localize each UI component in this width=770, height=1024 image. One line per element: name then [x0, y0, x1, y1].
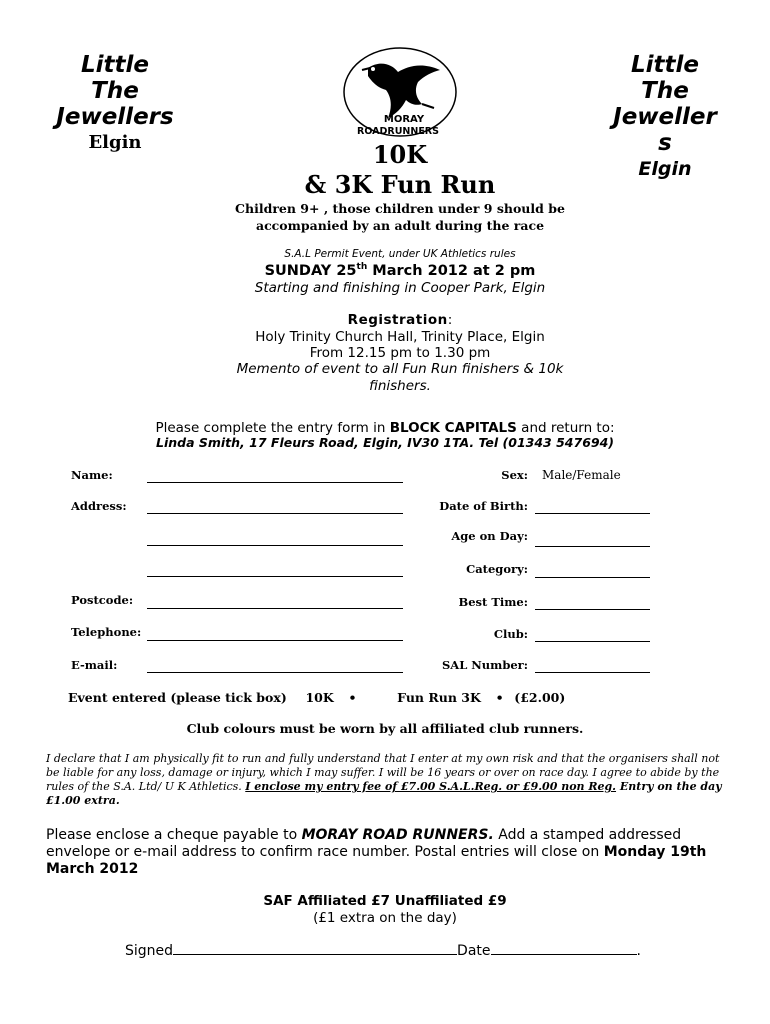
name-field[interactable]: [147, 482, 403, 483]
event-date: [200, 262, 600, 279]
sponsor-right-line3: Jeweller: [613, 104, 717, 130]
option-funrun-label: Fun Run 3K: [397, 690, 481, 705]
sal-label: SAL Number:: [441, 658, 528, 672]
category-label: Category:: [466, 562, 528, 576]
email-field[interactable]: [147, 672, 403, 673]
postcode-label: Postcode:: [71, 593, 134, 607]
besttime-label: Best Time:: [458, 595, 528, 609]
permit-text: S.A.L Permit Event, under UK Athletics rules: [284, 248, 516, 260]
sponsor-left-town: Elgin: [88, 132, 142, 153]
telephone-label: Telephone:: [71, 625, 142, 639]
cheque-pre: Please enclose a cheque payable to: [46, 827, 302, 843]
memento-line1: Memento of event to all Fun Run finishers & 10k: [236, 361, 564, 377]
option-funrun-tick-box[interactable]: •: [495, 690, 504, 705]
registration-heading: [200, 312, 600, 328]
address-field-line3[interactable]: [147, 576, 403, 577]
event-entered-row: [68, 690, 708, 705]
signature-field[interactable]: [173, 942, 457, 955]
signature-row: [125, 942, 685, 959]
event-date-rest: March 2012 at 2 pm: [367, 262, 536, 279]
fees-sub: (£1 extra on the day): [313, 910, 457, 926]
address-field-line1[interactable]: [147, 513, 403, 514]
instructions-pre: Please complete the entry form in: [155, 420, 390, 436]
date-label: Date: [457, 943, 491, 959]
dob-label: Date of Birth:: [439, 499, 528, 513]
age-label: Age on Day:: [451, 529, 528, 543]
roadrunner-bird-icon: [340, 46, 465, 142]
address-label: Address:: [71, 499, 127, 513]
memento-note: [200, 361, 600, 395]
children-note-line1: Children 9+ , those children under 9 should be: [235, 201, 565, 216]
sponsor-right-line2: The: [641, 78, 689, 104]
cheque-mid: Add a stamped addressed envelope or e-mail address to confirm race number. Postal entries will close on: [46, 827, 682, 860]
cheque-instructions: [46, 827, 736, 878]
funrun-price: (£2.00): [514, 690, 566, 705]
date-field[interactable]: [491, 942, 637, 955]
sponsor-right: [600, 52, 730, 182]
category-field[interactable]: [535, 577, 650, 578]
signature-end: .: [636, 943, 641, 959]
instructions-bold: BLOCK CAPITALS: [389, 420, 517, 436]
club-colours-note: Club colours must be worn by all affiliated club runners.: [186, 721, 584, 736]
age-field[interactable]: [535, 546, 650, 547]
title-10k: 10K: [372, 140, 428, 169]
registration-time: From 12.15 pm to 1.30 pm: [309, 345, 491, 361]
declaration-fee: I enclose my entry fee of £7.00 S.A.L.Reg. or £9.00 non Reg.: [245, 780, 617, 793]
club-label: Club:: [493, 627, 528, 641]
option-10k-label: 10K: [305, 690, 334, 705]
memento-line2: finishers.: [369, 378, 431, 394]
children-note: [200, 200, 600, 234]
sponsor-right-line1: Little: [630, 52, 699, 78]
entry-instructions: [100, 420, 670, 436]
declaration-text: I declare that I am physically fit to run and fully understand that I enter at my own risk and that the organisers shall not be liable for any loss, damage or injury, which I may suffer. I will be 16 years or over on race day. I agree to abide by the rules of the S.A. Ltd/ U K Athletics.: [46, 752, 720, 793]
registration-colon: :: [447, 312, 453, 328]
event-date-sup: th: [356, 262, 368, 272]
option-10k-tick-box[interactable]: •: [348, 690, 357, 705]
registration-heading-text: Registration: [347, 312, 448, 328]
return-address: Linda Smith, 17 Fleurs Road, Elgin, IV30 1TA. Tel (01343 547694): [155, 435, 614, 450]
children-note-line2: accompanied by an adult during the race: [255, 218, 545, 233]
sponsor-left: [40, 52, 190, 156]
sponsor-left-line2: The: [91, 78, 139, 104]
event-date-day: SUNDAY 25: [264, 262, 357, 279]
event-entered-label: Event entered (please tick box): [68, 690, 287, 705]
cheque-payee: MORAY ROAD RUNNERS.: [301, 827, 494, 843]
start-location: Starting and finishing in Cooper Park, Elgin: [254, 280, 546, 296]
postcode-field[interactable]: [147, 608, 403, 609]
declaration: [46, 752, 726, 808]
sponsor-left-line1: Little: [80, 52, 149, 78]
instructions-post: and return to:: [516, 420, 615, 436]
registration-venue: Holy Trinity Church Hall, Trinity Place, Elgin: [255, 329, 545, 345]
dob-field[interactable]: [535, 513, 650, 514]
sal-field[interactable]: [535, 672, 650, 673]
club-field[interactable]: [535, 641, 650, 642]
sponsor-right-town: Elgin: [638, 158, 692, 180]
name-label: Name:: [71, 468, 113, 482]
cheque-deadline: Monday 19th March 2012: [46, 844, 707, 877]
sponsor-right-line4: s: [658, 130, 672, 156]
besttime-field[interactable]: [535, 609, 650, 610]
sex-options[interactable]: Male/Female: [542, 468, 621, 482]
moray-roadrunners-logo: [340, 46, 465, 142]
address-field-line2[interactable]: [147, 545, 403, 546]
email-label: E-mail:: [71, 658, 118, 672]
sponsor-left-line3: Jewellers: [56, 104, 174, 130]
logo-text-bottom: ROADRUNNERS: [357, 126, 439, 137]
title-fun-run: & 3K Fun Run: [304, 170, 496, 199]
sex-label: Sex:: [501, 468, 528, 482]
signed-label: Signed: [125, 943, 174, 959]
fees-line: SAF Affiliated £7 Unaffiliated £9: [263, 893, 507, 909]
telephone-field[interactable]: [147, 640, 403, 641]
logo-text-top: MORAY: [383, 114, 425, 125]
declaration-tail: Entry on the day £1.00 extra.: [46, 780, 722, 807]
